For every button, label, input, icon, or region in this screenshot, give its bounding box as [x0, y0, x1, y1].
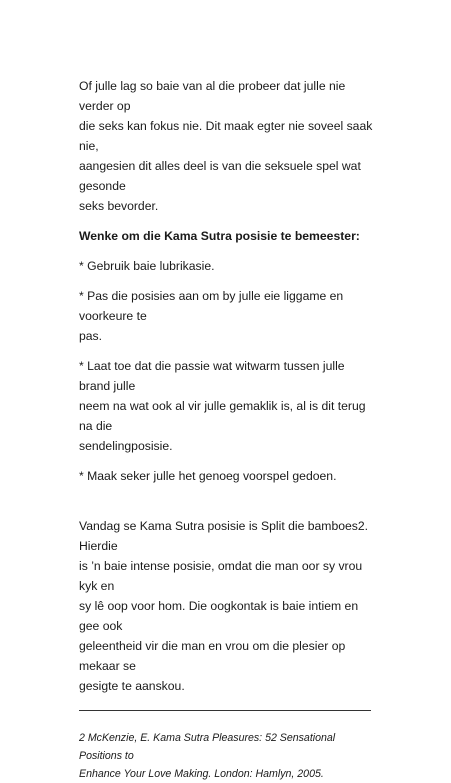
body-paragraph: Of julle lag so baie van al die probeer dat julle nie verder op die seks kan fokus nie. Dit maak egter nie soveel saak nie, aangesien dit alles deel is van die seksuele spel wat gesonde seks bevorder.: [79, 79, 373, 213]
tip-item: * Pas die posisies aan om by julle eie liggame en voorkeure te pas.: [79, 289, 344, 343]
footnote: 2 McKenzie, E. Kama Sutra Pleasures: 52 Sensational Positions to Enhance Your Love Making. London: Hamlyn, 2005.: [79, 732, 336, 780]
footnote-divider: [79, 710, 371, 711]
body-paragraph: Vandag se Kama Sutra posisie is Split die bamboes2. Hierdie is ’n baie intense posisie, omdat die man oor sy vrou kyk en sy lê oop voor hom. Die oogkontak is baie intiem en gee ook geleentheid vir die man en vrou om die plesier op mekaar se gesigte te aanskou.: [79, 519, 369, 693]
section-heading: Wenke om die Kama Sutra posisie te bemeester:: [79, 229, 360, 243]
tip-item: * Gebruik baie lubrikasie.: [79, 259, 215, 273]
document-body: [79, 76, 379, 783]
tip-item: * Laat toe dat die passie wat witwarm tussen julle brand julle neem na wat ook al vir julle gemaklik is, al is dit terug na die sendelingposisie.: [79, 359, 366, 453]
tip-item: * Maak seker julle het genoeg voorspel gedoen.: [79, 469, 337, 483]
spacer: [79, 496, 379, 516]
